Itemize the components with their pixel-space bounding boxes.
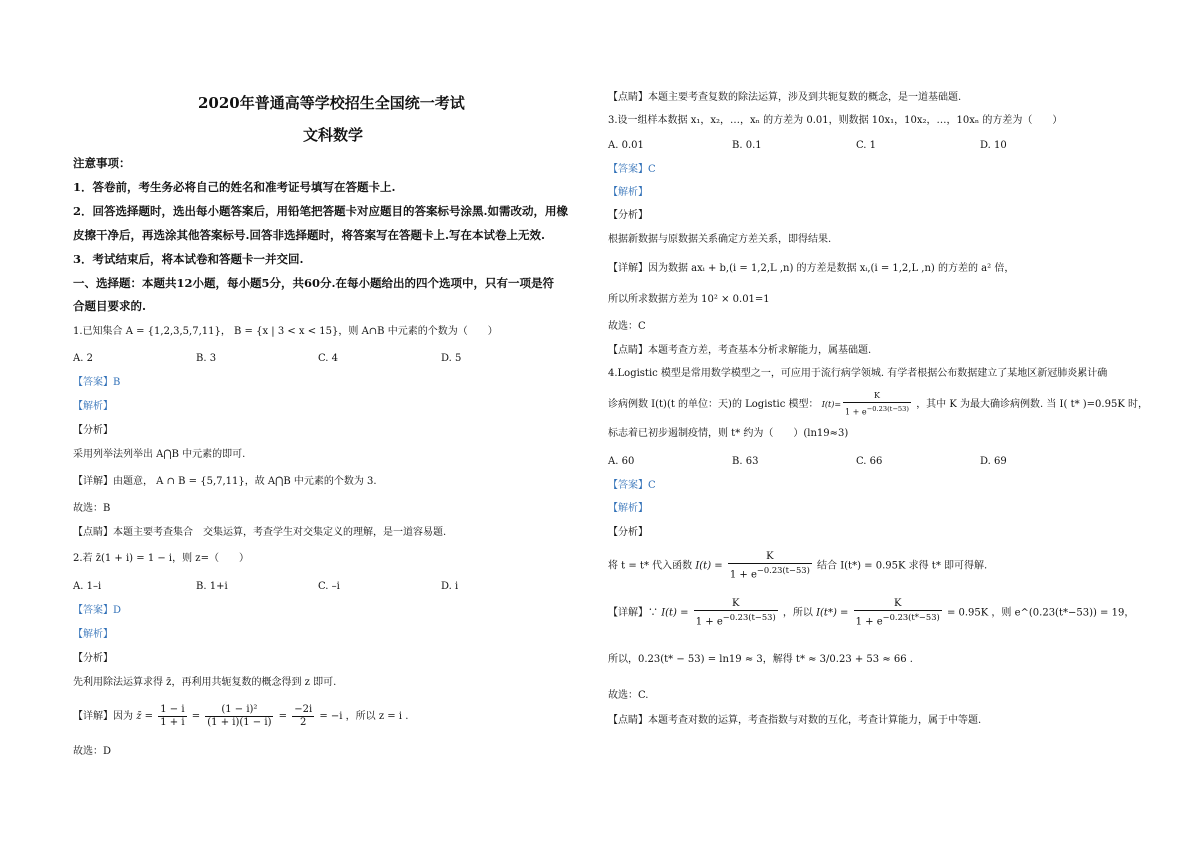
q1-option-a: A. 2: [73, 353, 93, 364]
exam-title: 2020年普通高等学校招生全国统一考试: [198, 94, 465, 112]
q3-choose: 故选：C: [608, 321, 646, 332]
q3-fenxi: 【分析】: [608, 210, 648, 221]
q3-fenxi-text: 根据新数据与原数据关系确定方差关系，即得结果.: [608, 234, 832, 245]
q3-option-b: B. 0.1: [732, 140, 762, 151]
q1-option-c: C. 4: [318, 353, 339, 364]
q2-zbar: z̄: [136, 711, 142, 722]
q3-option-a: A. 0.01: [608, 140, 644, 151]
q2-detail-suffix: ，所以 z = i .: [345, 711, 409, 722]
q4-stem-b-suffix: ，其中 K 为最大确诊病例数. 当 I( t* )=0.95K 时，: [916, 398, 1148, 410]
q2-choose: 故选：D: [73, 746, 112, 757]
q2-detail-prefix: 【详解】因为: [73, 711, 133, 722]
q1-option-b: B. 3: [196, 353, 217, 364]
q4-detail-frac-2: $\frac{K}{1 + e^{-0.23(t*-53)}}$: [855, 598, 940, 628]
q4-option-a: A. 60: [608, 456, 635, 467]
q3-option-d: D. 10: [980, 140, 1007, 151]
q2-detail: 【详解】因为 z̄ = $\frac{1 - i}{1 + i}$ = $\frac{\text{(1 − i)²}}{(1 + i)(1 - i)}$ = $\frac{-2i}{2}$ = −i ，所以 z = i .: [73, 704, 409, 728]
q3-jiexi: 【解析】: [608, 187, 648, 198]
q3-dianjing: 【点睛】本题考查方差，考查基本分析求解能力，属基础题.: [608, 345, 872, 356]
q4-detail: 【详解】∵ I(t) = $\frac{K}{1 + e^{-0.23(t-53)}}$ ，所以 I(t*) = $\frac{K}{1 + e^{-0.23(t*-53)}}$ = 0.95K ，则 e^(0.23(t*−53)) = 19，: [608, 598, 1135, 628]
q3-detail: 【详解】因为数据 axᵢ + b,(i = 1,2,L ,n) 的方差是数据 xᵢ,(i = 1,2,L ,n) 的方差的 a² 倍，: [608, 263, 1015, 274]
q2-option-b: B. 1+i: [196, 581, 228, 592]
q4-model-frac: $\frac{K}{1 + e^{-0.23(t-53)}}$: [845, 391, 909, 417]
q3-stem: 3.设一组样本数据 x₁，x₂，…，xₙ 的方差为 0.01，则数据 10x₁，10x₂，…，10xₙ 的方差为（ ）: [608, 115, 1063, 126]
q1-choose: 故选：B: [73, 503, 111, 514]
notice-3: 3．考试结束后，将本试卷和答题卡一并交回.: [73, 252, 304, 266]
q4-answer: 【答案】C: [608, 480, 656, 491]
notice-2b: 皮擦干净后，再选涂其他答案标号.回答非选择题时，将答案写在答题卡上.写在本试卷上无效.: [73, 228, 546, 242]
q2-dianjing: 【点睛】本题主要考查复数的除法运算，涉及到共轭复数的概念，是一道基础题.: [608, 92, 962, 103]
q4-stem-a: 4.Logistic 模型是常用数学模型之一，可应用于流行病学领城. 有学者根据公布数据建立了某地区新冠肺炎累计确: [608, 368, 1108, 379]
q1-option-d: D. 5: [441, 353, 462, 364]
q1-fenxi-text: 采用列举法列举出 A⋂B 中元素的即可.: [73, 449, 246, 460]
q2-option-a: A. 1–i: [73, 581, 102, 592]
q4-jiexi: 【解析】: [608, 503, 648, 514]
q4-option-d: D. 69: [980, 456, 1007, 467]
q4-fenxi-frac: $\frac{K}{1 + e^{-0.23(t-53)}}$: [729, 551, 810, 581]
q1-fenxi: 【分析】: [73, 425, 113, 436]
q2-stem: 2.若 z̄(1 + i) = 1 − i，则 z=（ ）: [73, 553, 249, 564]
section-heading-a: 一、选择题：本题共12小题，每小题5分，共60分.在每小题给出的四个选项中，只有一项是符: [73, 276, 555, 290]
q2-frac-1: $\frac{1 - i}{1 + i}$: [160, 704, 185, 728]
q1-dianjing: 【点睛】本题主要考查集合 交集运算，考查学生对交集定义的理解，是一道容易题.: [73, 527, 447, 538]
q3-option-c: C. 1: [856, 140, 877, 151]
q1-detail: 【详解】由题意， A ∩ B = {5,7,11}，故 A⋂B 中元素的个数为 3.: [73, 476, 377, 487]
q2-answer: 【答案】D: [73, 605, 122, 616]
q4-detail-prefix: 【详解】∵: [608, 607, 658, 619]
q4-detail-2: 所以，0.23(t* − 53) = ln19 ≈ 3，解得 t* ≈ 3/0.23 + 53 ≈ 66 .: [608, 654, 913, 665]
q2-option-c: C. –i: [318, 581, 340, 592]
q2-frac-3: $\frac{-2i}{2}$: [294, 704, 313, 728]
q2-option-d: D. i: [441, 581, 459, 592]
notice-2a: 2．回答选择题时，选出每小题答案后，用铅笔把答题卡对应题目的答案标号涂黑.如需改动，用橡: [73, 204, 569, 218]
q4-dianjing: 【点睛】本题考查对数的运算，考查指数与对数的互化，考查计算能力，属于中等题.: [608, 715, 982, 726]
notice-1: 1．答卷前，考生务必将自己的姓名和准考证号填写在答题卡上.: [73, 180, 396, 194]
q4-detail-frac-1: $\frac{K}{1 + e^{-0.23(t-53)}}$: [695, 598, 776, 628]
q2-jiexi: 【解析】: [73, 629, 113, 640]
q1-stem: 1.已知集合 A = {1,2,3,5,7,11}， B = {x | 3 < x < 15}，则 A∩B 中元素的个数为（ ）: [73, 326, 498, 337]
q2-frac-2: $\frac{\text{(1 − i)²}}{(1 + i)(1 - i)}$: [207, 704, 272, 728]
exam-subtitle: 文科数学: [303, 126, 364, 144]
q4-choose: 故选：C.: [608, 690, 649, 701]
q3-detail-2: 所以所求数据方差为 10² × 0.01=1: [608, 294, 770, 305]
q3-answer: 【答案】C: [608, 164, 656, 175]
q4-option-c: C. 66: [856, 456, 883, 467]
q4-fenxi: 【分析】: [608, 527, 648, 538]
q4-stem-b-prefix: 诊病例数 I(t)(t 的单位：天)的 Logistic 模型：: [608, 398, 819, 410]
q2-fenxi-text: 先利用除法运算求得 z̄，再利用共轭复数的概念得到 z 即可.: [73, 677, 337, 688]
q4-fenxi-suffix: 结合 I(t*) = 0.95K 求得 t* 即可得解.: [817, 560, 988, 572]
q2-fenxi: 【分析】: [73, 653, 113, 664]
q4-detail-mid: ，所以: [782, 607, 813, 619]
q4-fenxi-prefix: 将 t = t* 代入函数: [608, 560, 693, 572]
q4-fenxi-text: 将 t = t* 代入函数 I(t) = $\frac{K}{1 + e^{-0.23(t-53)}}$ 结合 I(t*) = 0.95K 求得 t* 即可得解.: [608, 551, 988, 581]
notice-heading: 注意事项：: [73, 156, 131, 170]
q4-stem-b: 诊病例数 I(t)(t 的单位：天)的 Logistic 模型： I(t)= $\frac{K}{1 + e^{-0.23(t-53)}}$ ，其中 K 为最大确诊病例数. 当 I( t* )=0.95K 时，: [608, 391, 1148, 417]
q1-jiexi: 【解析】: [73, 401, 113, 412]
q4-stem-c: 标志着已初步遏制疫情，则 t* 约为（ ）(ln19≈3): [608, 428, 849, 439]
section-heading-b: 合题目要求的.: [73, 299, 147, 313]
q1-answer: 【答案】B: [73, 377, 121, 388]
q4-detail-suffix: = 0.95K ，则 e^(0.23(t*−53)) = 19，: [946, 607, 1135, 619]
q4-option-b: B. 63: [732, 456, 759, 467]
